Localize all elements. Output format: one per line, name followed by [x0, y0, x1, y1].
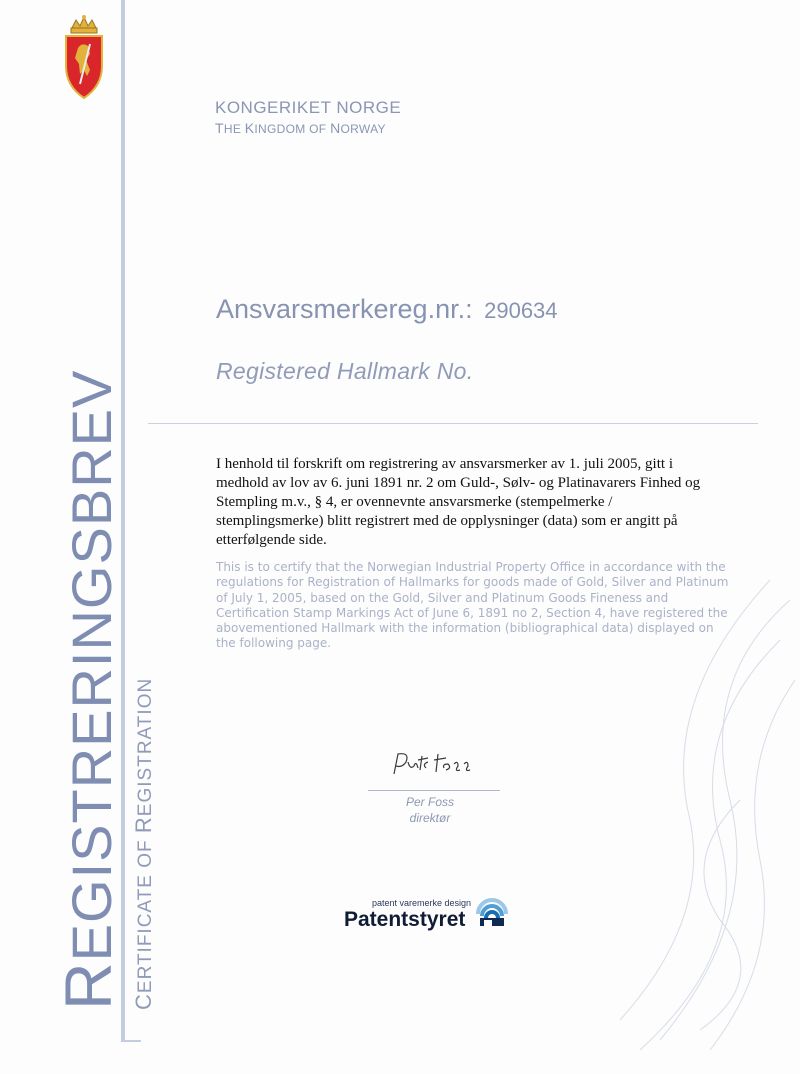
registration-number: [216, 294, 558, 325]
country-name-english: THE KINGDOM OF NORWAY: [215, 120, 386, 136]
decorative-swirl: [580, 560, 800, 1060]
side-title: REGISTRERINGSBREV: [51, 369, 125, 1010]
logo-tagline: patent varemerke design: [372, 898, 472, 908]
handwritten-signature: [388, 748, 478, 782]
registration-label: Ansvarsmerkereg.nr.:: [216, 294, 473, 324]
signature-line: [368, 790, 500, 791]
registration-label-english: Registered Hallmark No.: [216, 358, 474, 384]
country-name-norwegian: KONGERIKET NORGE: [215, 98, 402, 117]
norway-coat-of-arms-icon: [60, 14, 108, 100]
side-subtitle: CERTIFICATE OF REGISTRATION: [131, 677, 156, 1010]
signatory-name: Per Foss: [405, 795, 454, 809]
registration-value: 290634: [484, 298, 558, 323]
horizontal-divider: [148, 423, 758, 424]
patentstyret-logo-icon: [474, 894, 510, 930]
bottom-accent-rule: [121, 1040, 141, 1042]
body-text-english: This is to certify that the Norwegian Industrial Property Office in accordance with the regulations for Registration of Hallmarks for goods made of Gold, Silver and Platinum of July 1, 2005, based on the Gold, Silver and Platinum Goods Fineness and Certification Stamp Markings Act of June 6, 1891 no 2, Section 4, have registered the abovementioned Hallmark with the information (bibliographical data) displayed on the following page.: [216, 560, 729, 651]
body-text-norwegian: I henhold til forskrift om registrering av ansvarsmerker av 1. juli 2005, gitt i medhold av lov av 6. juni 1891 nr. 2 om Guld-, Sølv- og Platinavarers Finhed og Stempling m.v., § 4, er ovennevnte ansvarsmerke (stempelmerke / stemplingsmerke) blitt registrert med de opplysninger (data) som er angitt på etterfølgende side.: [216, 456, 701, 548]
signatory: [368, 794, 492, 826]
signatory-title: direktør: [409, 811, 451, 825]
country-header: [215, 98, 401, 136]
logo-name: Patentstyret: [344, 908, 466, 931]
